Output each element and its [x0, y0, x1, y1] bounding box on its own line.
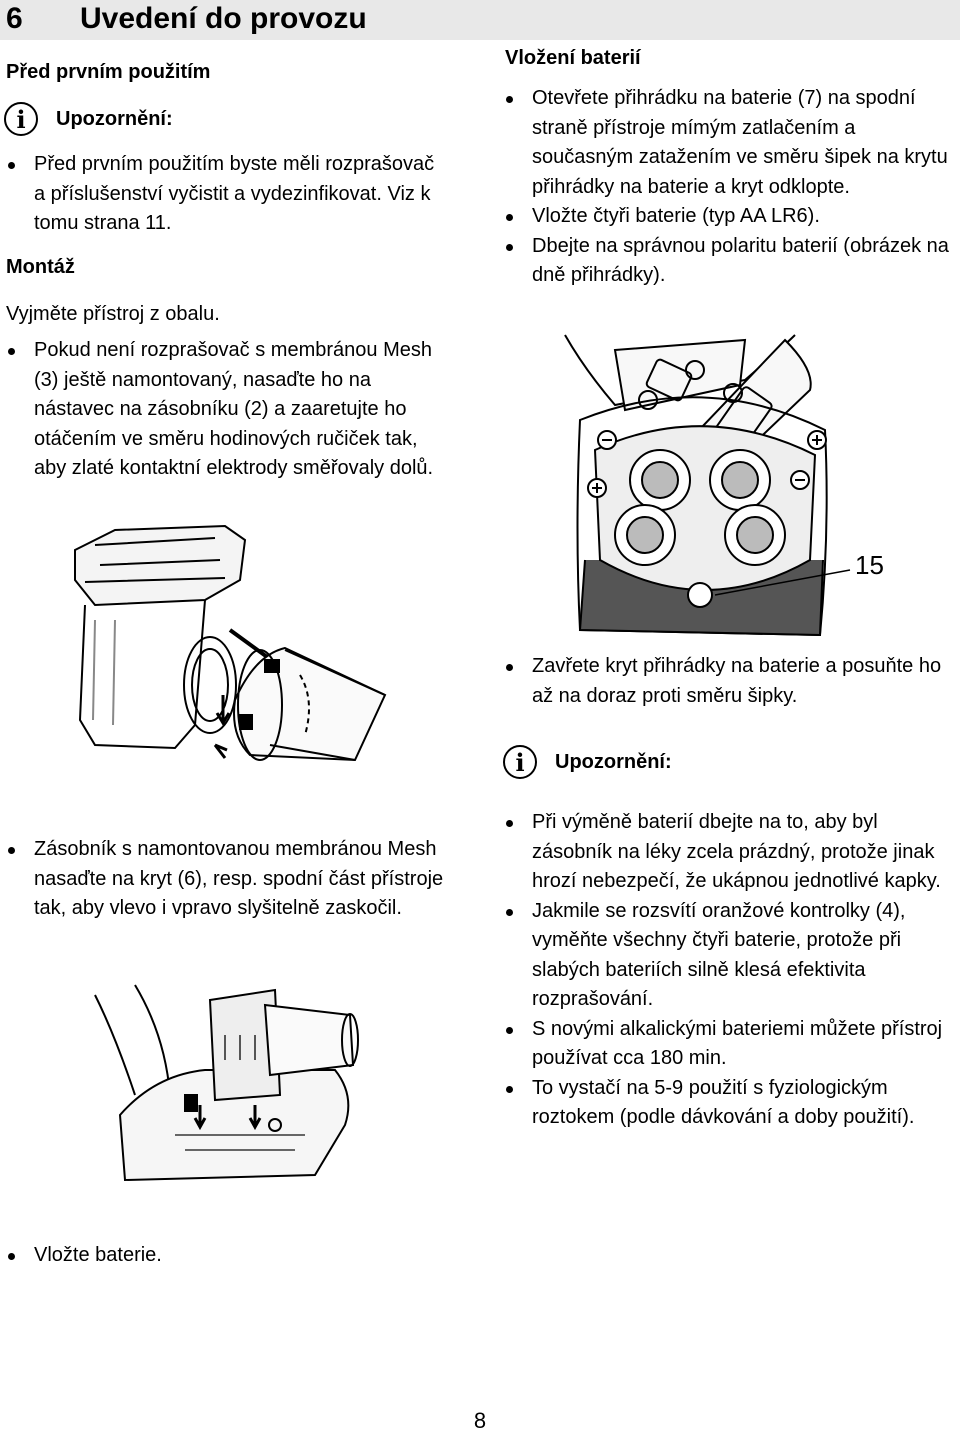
info-icon: i — [503, 745, 537, 779]
insert-batteries-list — [4, 1241, 444, 1271]
list-item: Vložte čtyři baterie (typ AA LR6). — [502, 202, 957, 232]
list-item: Otevřete přihrádku na baterie (7) na spodní straně přístroje mímým zatlačením a současným zatažením ve směru šipek na krytu přihrádky na baterie a kryt odklopte. — [502, 84, 957, 202]
list-item: Jakmile se rozsvítí oranžové kontrolky (4), vyměňte všechny čtyři baterie, protože při slabých bateriích silně klesá efektivita rozprašování. — [502, 897, 957, 1015]
info-icon: i — [4, 102, 38, 136]
note-label: Upozornění: — [555, 750, 672, 773]
note-first-use — [4, 102, 173, 136]
list-item: Vložte baterie. — [4, 1241, 444, 1271]
batteries-heading: Vložení baterií — [505, 47, 641, 69]
list-item: Při výměně baterií dbejte na to, aby byl zásobník na léky zcela prázdný, protože jinak hrozí nebezpečí, že ukápnou jednotlivé kapky. — [502, 808, 957, 897]
list-item: Dbejte na správnou polaritu baterií (obrázek na dně přihrádky). — [502, 232, 957, 291]
mesh-list — [4, 336, 444, 484]
battery-notes-list — [502, 808, 957, 1133]
close-step-list — [502, 652, 957, 711]
list-item: Pokud není rozprašovač s membránou Mesh (3) ještě namontovaný, nasaďte ho na nástavec na zásobníku (2) a zaaretujte ho otáčením ve směru hodinových ručiček tak, aby zlaté kontaktní elektrody směřovaly dolů. — [4, 336, 444, 484]
list-item: S novými alkalickými bateriemi můžete přístroj používat cca 180 min. — [502, 1015, 957, 1074]
first-use-list — [4, 150, 444, 239]
reservoir-mesh-illustration — [55, 520, 390, 765]
note-batteries — [503, 745, 672, 779]
chapter-number: 6 — [6, 2, 23, 35]
list-item: To vystačí na 5-9 použití s fyziologickým roztokem (podle dávkování a doby použití). — [502, 1074, 957, 1133]
list-item: Před prvním použitím byste měli rozprašovač a příslušenství vyčistit a vydezinfikovat. Viz k tomu strana 11. — [4, 150, 444, 239]
reservoir-list — [4, 835, 444, 924]
chapter-title: Uvedení do provozu — [80, 2, 367, 35]
figure-label: 15 — [855, 550, 884, 580]
battery-steps-list — [502, 84, 957, 291]
unpack-text: Vyjměte přístroj z obalu. — [6, 303, 220, 325]
list-item: Zavřete kryt přihrádky na baterie a posuňte ho až na doraz proti směru šipky. — [502, 652, 957, 711]
page-number: 8 — [473, 1408, 487, 1433]
chapter-header — [0, 0, 960, 40]
battery-compartment-illustration — [555, 330, 955, 640]
base-assembly-illustration — [75, 975, 365, 1190]
first-use-heading: Před prvním použitím — [6, 61, 211, 83]
list-item: Zásobník s namontovanou membránou Mesh nasaďte na kryt (6), resp. spodní část přístroje tak, aby vlevo i vpravo slyšitelně zaskočil. — [4, 835, 444, 924]
assembly-heading: Montáž — [6, 256, 75, 278]
note-label: Upozornění: — [56, 107, 173, 130]
